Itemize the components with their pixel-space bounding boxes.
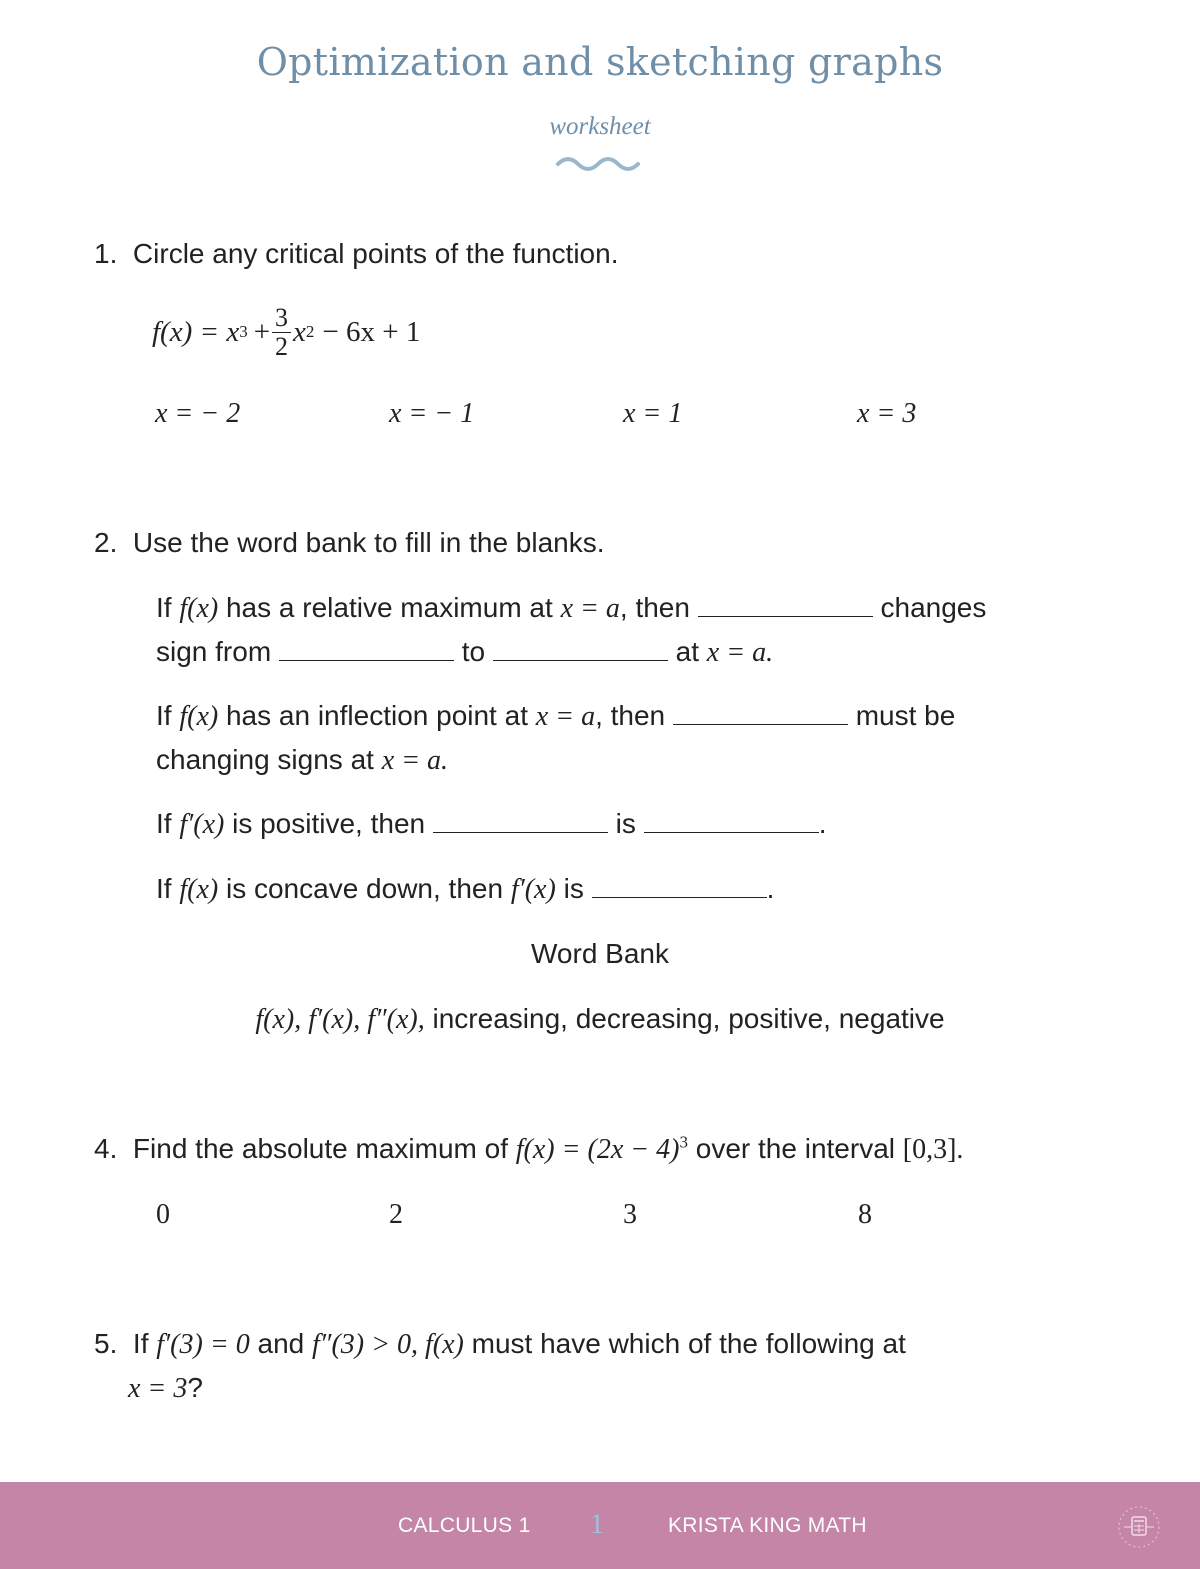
choice-d[interactable]: x = 3 bbox=[857, 398, 917, 429]
fraction: $\frac{3}{2}$ bbox=[272, 304, 291, 361]
page-subtitle: worksheet bbox=[549, 113, 651, 140]
word-bank: f(x), f′(x), f″(x), increasing, decreasing, positive, negative bbox=[255, 1003, 945, 1035]
question-number: 1. bbox=[94, 238, 118, 269]
choice-c[interactable]: 3 bbox=[623, 1199, 637, 1230]
blank[interactable] bbox=[279, 637, 454, 661]
blank[interactable] bbox=[493, 637, 668, 661]
footer-brand: KRISTA KING MATH bbox=[668, 1514, 867, 1537]
blank[interactable] bbox=[644, 809, 819, 833]
page-title: Optimization and sketching graphs bbox=[256, 40, 944, 84]
calculator-icon bbox=[1116, 1504, 1162, 1550]
choice-a[interactable]: x = − 2 bbox=[155, 398, 241, 429]
choice-b[interactable]: x = − 1 bbox=[389, 398, 475, 429]
blank[interactable] bbox=[433, 809, 608, 833]
choice-d[interactable]: 8 bbox=[858, 1199, 872, 1230]
question-number: 2. bbox=[94, 527, 118, 558]
blank[interactable] bbox=[673, 701, 848, 725]
question-5-line-2: x = 3? bbox=[128, 1372, 203, 1404]
function-expression: f(x) = x 3 + $\frac{3}{2}$ x 2 − 6x + 1 bbox=[152, 302, 421, 361]
blank[interactable] bbox=[698, 593, 873, 617]
sentence-2-line-2: changing signs at x = a. bbox=[156, 744, 449, 776]
choice-b[interactable]: 2 bbox=[389, 1199, 403, 1230]
sentence-2-line-1: If f(x) has an inflection point at x = a, then must be bbox=[156, 700, 956, 732]
question-number: 4. bbox=[94, 1133, 118, 1164]
choice-a[interactable]: 0 bbox=[156, 1199, 170, 1230]
word-bank-title: Word Bank bbox=[531, 938, 669, 969]
question-1 bbox=[94, 238, 618, 270]
sentence-4: If f(x) is concave down, then f′(x) is . bbox=[156, 873, 775, 905]
footer-course: CALCULUS 1 bbox=[398, 1514, 531, 1537]
question-number: 5. bbox=[94, 1328, 118, 1359]
question-5: 5. If f′(3) = 0 and f″(3) > 0, f(x) must have which of the following at bbox=[94, 1328, 906, 1360]
question-2 bbox=[94, 527, 605, 559]
sentence-1-line-2: sign from to at x = a. bbox=[156, 636, 774, 668]
question-4: 4. Find the absolute maximum of $f(x) = (2x - 4)^3$ over the interval [0,3]. bbox=[94, 1132, 964, 1165]
page-number: 1 bbox=[590, 1509, 604, 1540]
footer-bar bbox=[0, 1482, 1200, 1569]
choice-c[interactable]: x = 1 bbox=[623, 398, 683, 429]
sentence-1-line-1: If f(x) has a relative maximum at x = a, then changes bbox=[156, 592, 987, 624]
question-text: Circle any critical points of the function. bbox=[132, 238, 619, 269]
wave-divider-icon bbox=[555, 152, 645, 174]
question-text: Use the word bank to fill in the blanks. bbox=[132, 527, 605, 558]
sentence-3: If f′(x) is positive, then is . bbox=[156, 808, 827, 840]
blank[interactable] bbox=[592, 874, 767, 898]
